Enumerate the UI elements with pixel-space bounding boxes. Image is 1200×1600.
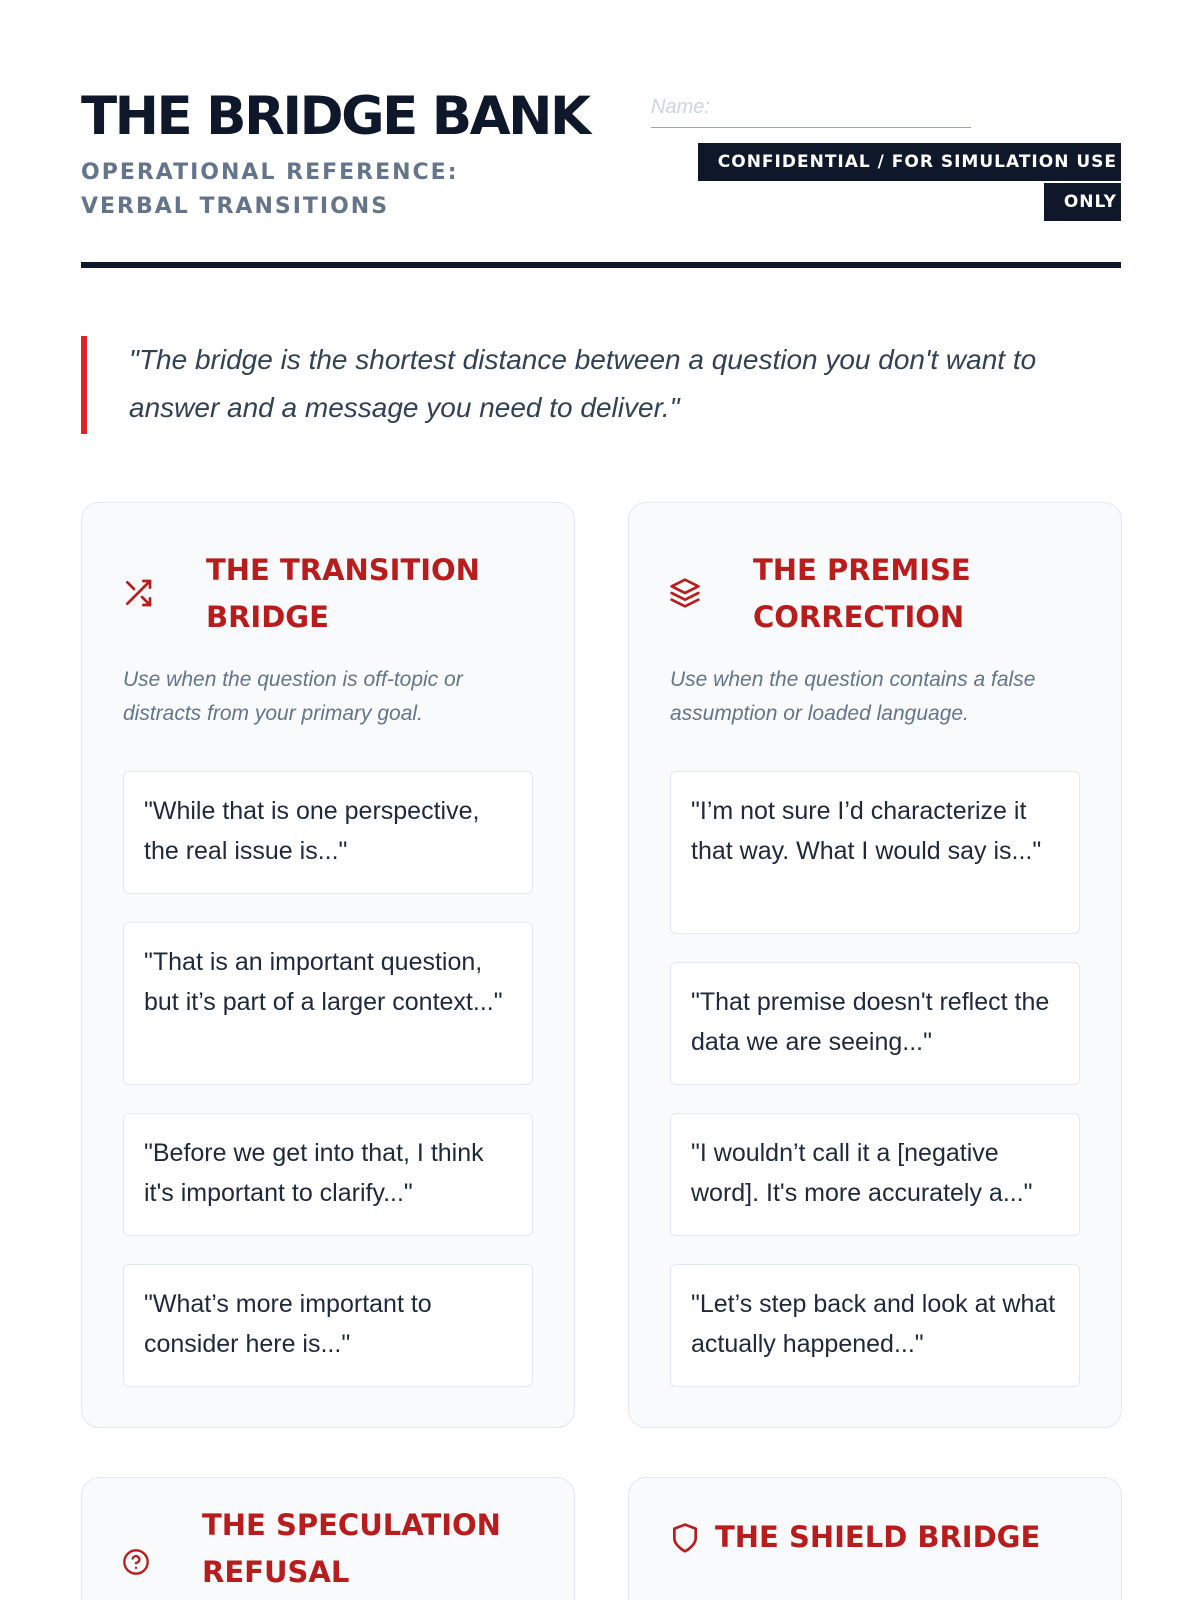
phrase-card[interactable]: "What’s more important to consider here is..." <box>123 1264 533 1387</box>
card-title: THE TRANSITION BRIDGE <box>206 553 480 634</box>
question-circle-icon <box>122 1548 150 1576</box>
card-shield-bridge <box>628 1477 1122 1600</box>
page-subtitle: OPERATIONAL REFERENCE: VERBAL TRANSITIONS <box>81 160 459 219</box>
card-premise-correction <box>628 502 1122 1428</box>
card-title: THE SPECULATION REFUSAL <box>202 1508 501 1589</box>
phrase-card[interactable]: "While that is one perspective, the real issue is..." <box>123 771 533 894</box>
phrase-card[interactable]: "That is an important question, but it’s part of a larger context..." <box>123 922 533 1085</box>
phrase-card[interactable]: "Let’s step back and look at what actually happened..." <box>670 1264 1080 1387</box>
confidential-badge-text: CONFIDENTIAL / FOR SIMULATION USE ONLY <box>698 143 1121 221</box>
card-title: THE PREMISE CORRECTION <box>753 553 971 634</box>
page-title: THE BRIDGE BANK <box>81 86 589 147</box>
shield-icon <box>669 1522 701 1554</box>
card-description: Use when the question contains a false assumption or loaded language. <box>670 668 1036 725</box>
card-transition-bridge <box>81 502 575 1428</box>
confidential-badge <box>676 142 1121 222</box>
intro-quote: "The bridge is the shortest distance between a question you don't want to answer and a message you need to deliver." <box>81 336 1121 434</box>
phrase-card[interactable]: "I wouldn’t call it a [negative word]. It's more accurately a..." <box>670 1113 1080 1236</box>
layers-icon <box>669 577 701 609</box>
card-speculation-refusal <box>81 1477 575 1600</box>
phrase-card[interactable]: "That premise doesn't reflect the data we are seeing..." <box>670 962 1080 1085</box>
name-input[interactable] <box>651 88 971 128</box>
phrase-card[interactable]: "Before we get into that, I think it's important to clarify..." <box>123 1113 533 1236</box>
page-header <box>81 80 1121 270</box>
header-divider <box>81 262 1121 268</box>
phrase-card[interactable]: "I’m not sure I’d characterize it that way. What I would say is..." <box>670 771 1080 934</box>
card-title: THE SHIELD BRIDGE <box>715 1520 1041 1554</box>
shuffle-icon <box>122 577 154 609</box>
card-description: Use when the question is off-topic or distracts from your primary goal. <box>123 668 463 725</box>
